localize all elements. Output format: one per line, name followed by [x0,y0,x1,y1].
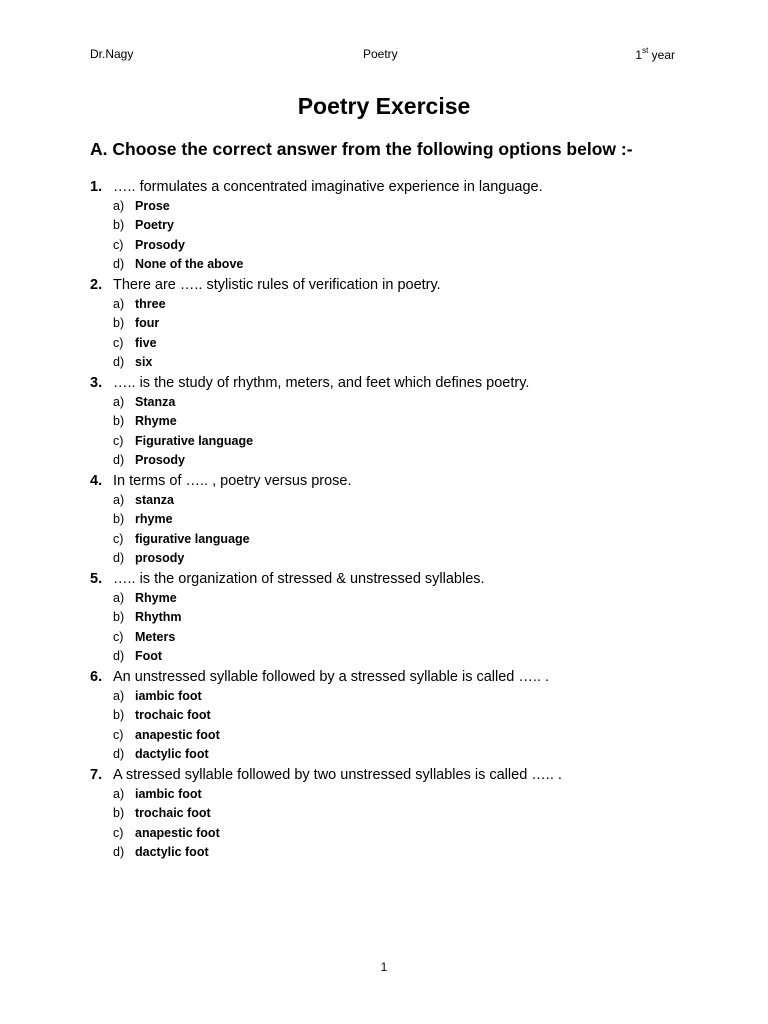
option-letter: d) [113,256,125,271]
option-text: Rhythm [135,610,182,625]
option-text: trochaic foot [135,708,211,723]
option-text: rhyme [135,512,173,527]
option-text: three [135,297,166,311]
option-letter: c) [113,237,124,252]
document-title: Poetry Exercise [297,93,471,119]
option-text: Figurative language [135,433,254,448]
answer-option [90,353,690,372]
option-letter: c) [113,727,124,742]
answer-option [90,549,690,568]
option-list [90,589,690,666]
answer-option [90,530,690,549]
option-list [90,393,690,470]
question-number: 2. [90,277,103,293]
header-author: Dr.Nagy [90,47,134,61]
option-text: anapestic foot [135,825,220,840]
question-text: ….. formulates a concentrated imaginative experience in language. [113,179,543,195]
option-letter: d) [113,452,125,467]
answer-option [90,216,690,235]
option-letter: b) [113,708,125,723]
answer-option [90,706,690,725]
answer-option [90,295,690,314]
option-text: Prose [135,199,170,213]
answer-option [90,491,690,510]
option-letter: d) [113,844,125,859]
question-line [90,765,690,785]
option-text: trochaic foot [135,806,211,821]
question-item [90,373,690,471]
option-list [90,491,690,568]
question-number: 1. [90,179,103,195]
question-number: 5. [90,571,103,587]
question-text: A stressed syllable followed by two unstressed syllables is called ….. . [113,767,562,783]
option-text: iambic foot [135,689,202,703]
question-line [90,667,690,687]
option-letter: d) [113,550,125,565]
option-letter: c) [113,825,124,840]
header-year-word: year [648,48,675,62]
option-text: dactylic foot [135,844,209,859]
option-letter: b) [113,610,125,625]
option-letter: a) [113,395,125,409]
option-text: four [135,316,160,331]
question-item [90,569,690,667]
header-subject: Poetry [363,47,398,61]
answer-option [90,804,690,823]
option-letter: c) [113,433,124,448]
option-text: stanza [135,493,174,507]
option-letter: b) [113,806,125,821]
question-text: An unstressed syllable followed by a stressed syllable is called ….. . [113,669,550,685]
option-letter: c) [113,335,124,350]
question-list [90,177,690,863]
answer-option [90,510,690,529]
answer-option [90,589,690,608]
option-text: six [135,354,153,369]
question-item [90,275,690,373]
option-letter: d) [113,746,125,761]
option-letter: b) [113,316,125,331]
option-text: figurative language [135,531,250,546]
answer-option [90,647,690,666]
answer-option [90,412,690,431]
answer-option [90,628,690,647]
question-number: 3. [90,375,103,391]
option-letter: a) [113,199,125,213]
question-text: ….. is the study of rhythm, meters, and feet which defines poetry. [113,375,530,391]
option-text: iambic foot [135,787,202,801]
answer-option [90,197,690,216]
question-number: 4. [90,473,103,489]
option-letter: a) [113,297,125,311]
option-list [90,785,690,862]
option-letter: c) [113,531,124,546]
question-line [90,275,690,295]
question-item [90,667,690,765]
answer-option [90,451,690,470]
answer-option [90,687,690,706]
option-text: Prosody [135,452,186,467]
option-letter: a) [113,493,125,507]
answer-option [90,255,690,274]
option-text: None of the above [135,256,244,271]
question-line [90,373,690,393]
option-text: five [135,335,157,350]
question-item [90,471,690,569]
option-text: prosody [135,550,185,565]
option-text: Rhyme [135,414,177,429]
option-text: Prosody [135,237,186,252]
question-number: 7. [90,767,103,783]
option-letter: a) [113,689,125,703]
option-text: Meters [135,629,176,644]
header-year [635,47,675,62]
question-text: ….. is the organization of stressed & unstressed syllables. [113,571,485,587]
answer-option [90,608,690,627]
question-item [90,765,690,863]
answer-option [90,432,690,451]
option-letter: c) [113,629,124,644]
question-line [90,569,690,589]
option-letter: b) [113,414,125,429]
option-list [90,687,690,764]
option-list [90,295,690,372]
question-line [90,177,690,197]
section-heading: A. Choose the correct answer from the following options below :- [90,139,633,159]
answer-option [90,785,690,804]
option-letter: d) [113,648,125,663]
question-number: 6. [90,669,103,685]
option-letter: d) [113,354,125,369]
answer-option [90,236,690,255]
option-text: Rhyme [135,591,177,605]
page-header [90,47,678,65]
answer-option [90,393,690,412]
answer-option [90,824,690,843]
question-text: There are ….. stylistic rules of verification in poetry. [113,277,441,293]
answer-option [90,745,690,764]
answer-option [90,726,690,745]
answer-option [90,843,690,862]
header-year-number: 1 [635,48,643,62]
option-text: Poetry [135,218,174,233]
answer-option [90,334,690,353]
option-letter: b) [113,512,125,527]
option-letter: a) [113,591,125,605]
option-text: dactylic foot [135,746,209,761]
option-list [90,197,690,274]
option-letter: b) [113,218,125,233]
answer-option [90,314,690,333]
header-year-suffix: st [642,46,649,55]
option-text: Foot [135,648,163,663]
question-text: In terms of ….. , poetry versus prose. [113,473,352,489]
question-line [90,471,690,491]
page-number: 1 [380,960,388,974]
option-text: anapestic foot [135,727,220,742]
question-item [90,177,690,275]
option-text: Stanza [135,395,176,409]
option-letter: a) [113,787,125,801]
